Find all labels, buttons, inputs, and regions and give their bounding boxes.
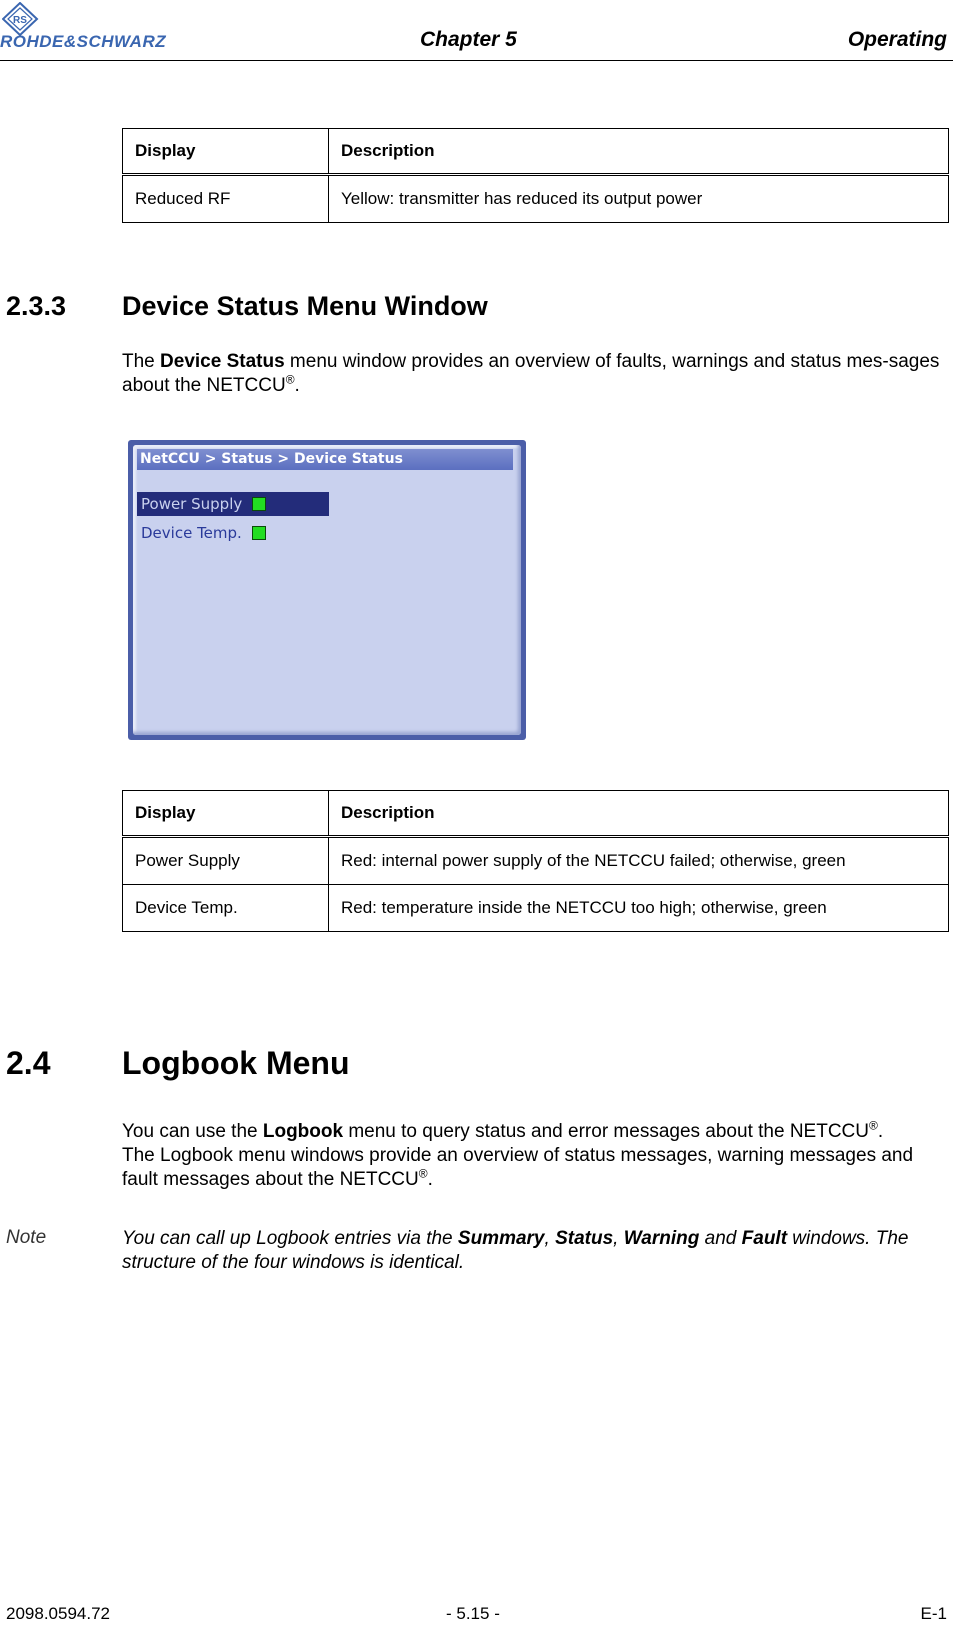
table-row (123, 175, 949, 223)
section-heading: Logbook Menu (122, 1045, 350, 1081)
footer-doc-number: 2098.0594.72 (6, 1604, 110, 1623)
header-divider (0, 60, 953, 61)
menu-item-device-temp[interactable] (137, 521, 329, 545)
footer-page-number: - 5.15 - (446, 1604, 500, 1623)
table-cell-description: Red: temperature inside the NETCCU too high; otherwise, green (329, 885, 949, 932)
menu-item-power-supply[interactable] (137, 492, 329, 516)
note-text (122, 1227, 946, 1275)
paragraph-text: . (427, 1169, 433, 1190)
section-paragraph (122, 350, 946, 398)
footer-edition: E-1 (920, 1604, 947, 1623)
paragraph-text: menu window provides an overview of faults, warnings and status mes-sages about the NETCCU (122, 351, 940, 396)
paragraph-bold-term: Logbook (262, 1121, 344, 1142)
column-header-display: Display (123, 129, 329, 175)
company-logo (0, 2, 228, 50)
registered-mark: ® (868, 1118, 878, 1133)
paragraph-bold-term: Device Status (160, 351, 285, 372)
section-number: 2.4 (6, 1045, 51, 1081)
registered-mark: ® (418, 1166, 428, 1181)
section-paragraph (122, 1120, 946, 1192)
reduced-rf-table (122, 128, 949, 223)
table-row (123, 885, 949, 932)
menu-window-panel (133, 445, 521, 735)
logo-wordmark: ROHDE&SCHWARZ (0, 32, 167, 51)
section-number: 2.3.3 (6, 291, 67, 321)
table-cell-display: Device Temp. (123, 885, 329, 932)
table-row (123, 837, 949, 885)
registered-mark: ® (285, 372, 295, 387)
svg-text:RS: RS (13, 15, 27, 26)
note-text-part: You can call up Logbook entries via the (122, 1228, 458, 1249)
column-header-description: Description (329, 791, 949, 837)
chapter-title: Chapter 5 (420, 28, 517, 51)
device-status-screenshot (128, 440, 526, 740)
table-cell-display: Reduced RF (123, 175, 329, 223)
note-window-name: Warning (623, 1228, 700, 1249)
note-window-name: Status (555, 1228, 614, 1249)
device-status-table (122, 790, 949, 932)
section-title: Operating (847, 28, 947, 51)
note-label: Note (6, 1227, 47, 1248)
note-text-part: and (699, 1228, 742, 1249)
menu-breadcrumb-title: NetCCU > Status > Device Status (137, 449, 513, 470)
column-header-description: Description (329, 129, 949, 175)
section-heading: Device Status Menu Window (122, 291, 488, 321)
table-cell-display: Power Supply (123, 837, 329, 885)
paragraph-text: . (877, 1121, 884, 1142)
status-led-icon (252, 497, 266, 511)
menu-item-label: Device Temp. (141, 524, 242, 542)
column-header-display: Display (123, 791, 329, 837)
status-led-icon (252, 526, 266, 540)
table-cell-description: Red: internal power supply of the NETCCU failed; otherwise, green (329, 837, 949, 885)
note-window-name: Fault (741, 1228, 788, 1249)
paragraph-text: The (122, 351, 161, 372)
menu-item-label: Power Supply (141, 495, 243, 513)
note-window-name: Summary (457, 1228, 545, 1249)
paragraph-text: You can use the (122, 1121, 263, 1142)
rohde-schwarz-diamond-icon (2, 2, 42, 36)
paragraph-text: menu to query status and error messages about the NETCCU (343, 1121, 869, 1142)
table-header-row (123, 791, 949, 837)
note-text-part: , (544, 1228, 556, 1249)
note-text-part: windows. The structure of the four windows is identical. (122, 1228, 909, 1273)
paragraph-text: . (294, 375, 300, 396)
table-cell-description: Yellow: transmitter has reduced its output power (329, 175, 949, 223)
note-text-part: , (613, 1228, 624, 1249)
paragraph-text: The Logbook menu windows provide an overview of status messages, warning messages and fault messages about the NETCCU (122, 1145, 914, 1190)
table-header-row (123, 129, 949, 175)
